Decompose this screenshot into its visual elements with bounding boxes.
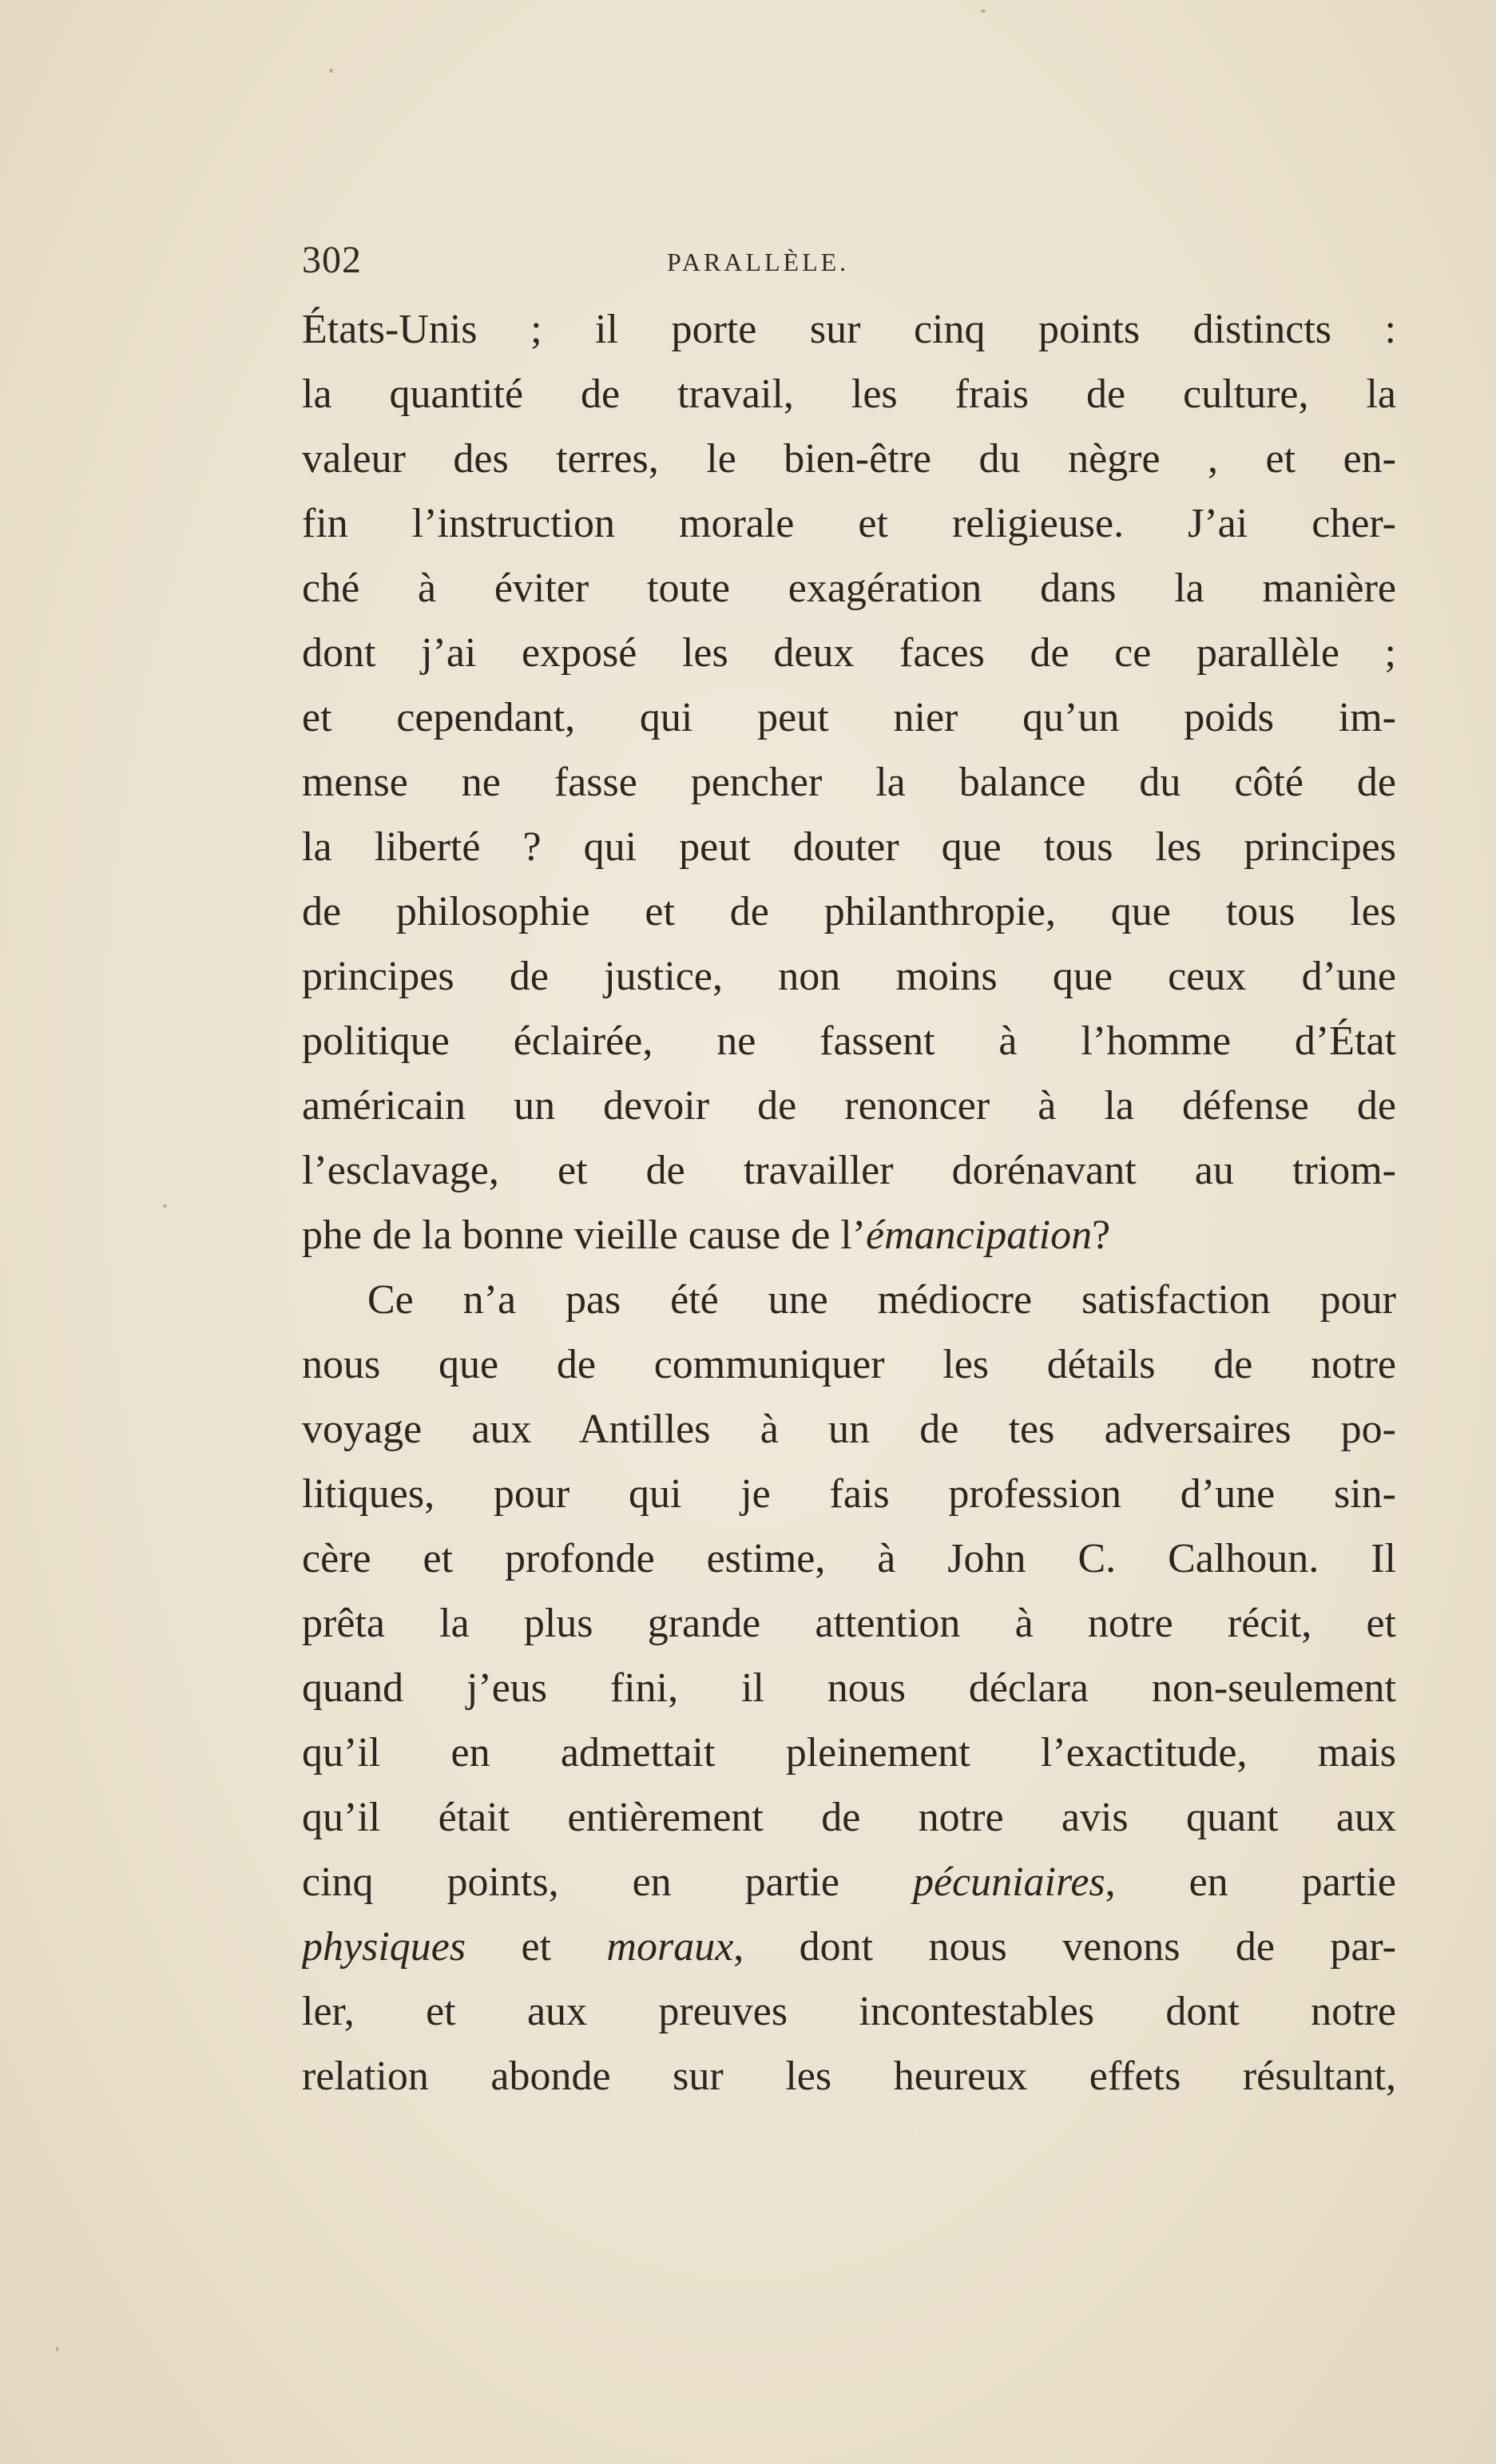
paragraph-first-line: Ce n’a pas été une médiocre satisfaction pour [367, 1277, 1396, 1323]
text-line: politique éclairée, ne fassent à l’homme d’État [302, 1018, 1396, 1064]
text-line: ché à éviter toute exagération dans la manière [302, 565, 1396, 611]
text-line: dont j’ai exposé les deux faces de ce parallèle ; [302, 630, 1396, 676]
paper-speck [56, 2347, 58, 2351]
paper-speck [329, 69, 333, 73]
text-line: de philosophie et de philanthropie, que tous les [302, 889, 1396, 934]
text-line: prêta la plus grande attention à notre récit, et [302, 1601, 1396, 1646]
text-segment: phe de la bonne vieille cause de l’ [302, 1212, 867, 1258]
text-segment: cinq points, en partie [302, 1859, 913, 1905]
text-line: américain un devoir de renoncer à la défense de [302, 1083, 1396, 1129]
text-line: fin l’instruction morale et religieuse. J’ai cher- [302, 501, 1396, 546]
text-line: principes de justice, non moins que ceux d’une [302, 954, 1396, 999]
body-text [302, 297, 1396, 2109]
text-segment: ? [1092, 1212, 1111, 1258]
text-line: mense ne fasse pencher la balance du côté de [302, 760, 1396, 805]
italic-term: moraux [606, 1924, 734, 1970]
italic-term: émancipation [866, 1212, 1093, 1258]
text-line: valeur des terres, le bien-être du nègre , et en- [302, 436, 1396, 482]
text-line: la quantité de travail, les frais de culture, la [302, 371, 1396, 417]
italic-term: physiques [302, 1924, 466, 1970]
italic-term: pécuniaires [912, 1859, 1105, 1905]
text-line: qu’il était entièrement de notre avis quant aux [302, 1795, 1396, 1840]
text-line: litiques, pour qui je fais profession d’une sin- [302, 1471, 1396, 1517]
text-line: l’esclavage, et de travailler dorénavant au triom- [302, 1148, 1396, 1193]
text-line: nous que de communiquer les détails de notre [302, 1342, 1396, 1387]
text-line-mixed [302, 1203, 1396, 1268]
text-segment: et [466, 1924, 607, 1970]
text-segment: , en partie [1105, 1859, 1396, 1905]
text-line: et cependant, qui peut nier qu’un poids im- [302, 695, 1396, 740]
text-line: États-Unis ; il porte sur cinq points distincts : [302, 307, 1396, 352]
text-line-mixed [302, 1914, 1396, 1979]
text-line: quand j’eus fini, il nous déclara non-seulement [302, 1665, 1396, 1711]
running-head: PARALLÈLE. [667, 248, 850, 276]
paper-speck [163, 1204, 167, 1208]
text-line: qu’il en admettait pleinement l’exactitude, mais [302, 1730, 1396, 1776]
text-line: ler, et aux preuves incontestables dont notre [302, 1989, 1396, 2034]
text-line: relation abonde sur les heureux effets résultant, [302, 2053, 1396, 2099]
text-line: la liberté ? qui peut douter que tous les principes [302, 824, 1396, 870]
text-segment: , dont nous venons de par- [733, 1924, 1396, 1970]
page-number: 302 [302, 239, 362, 281]
paper-speck [981, 10, 986, 13]
text-line: cère et profonde estime, à John C. Calhoun. Il [302, 1536, 1396, 1581]
page-header [302, 238, 1396, 302]
text-line: voyage aux Antilles à un de tes adversaires po- [302, 1407, 1396, 1452]
text-line-mixed [302, 1850, 1396, 1914]
